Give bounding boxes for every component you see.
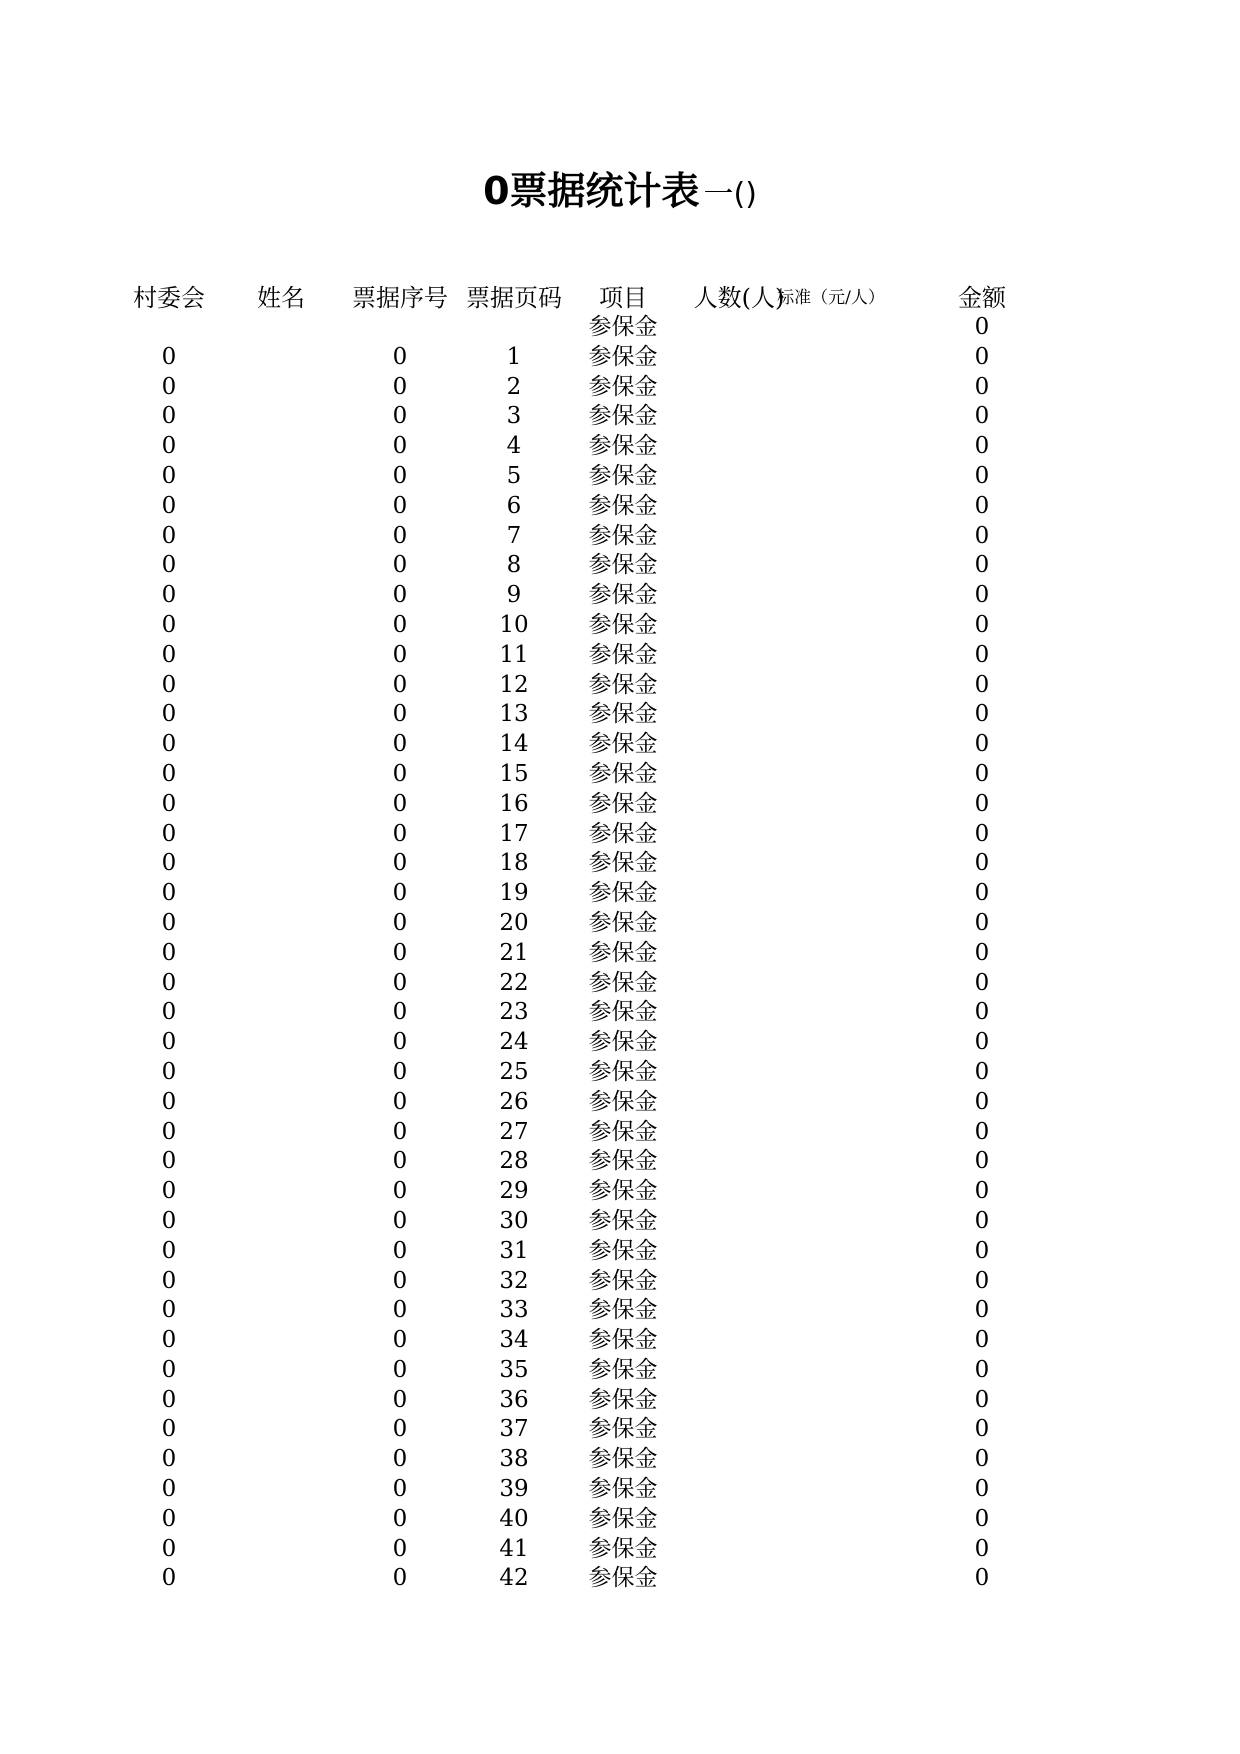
cell-seq: 0	[392, 552, 408, 579]
cell-seq: 0	[392, 909, 408, 936]
table-row	[0, 820, 1240, 850]
cell-village: 0	[161, 1088, 177, 1115]
cell-item: 参保金	[588, 1535, 658, 1562]
table-row	[0, 1535, 1240, 1565]
cell-seq: 0	[392, 343, 408, 370]
table-row	[0, 760, 1240, 790]
cell-item: 参保金	[588, 1327, 658, 1354]
cell-seq: 0	[392, 731, 408, 758]
table-row	[0, 1028, 1240, 1058]
table-row	[0, 641, 1240, 671]
cell-village: 0	[161, 880, 177, 907]
header-name: 姓名	[257, 284, 305, 312]
table-row	[0, 939, 1240, 969]
cell-amount: 0	[974, 1029, 990, 1056]
cell-page: 13	[499, 701, 529, 728]
cell-amount: 0	[974, 641, 990, 668]
table-row	[0, 373, 1240, 403]
cell-item: 参保金	[588, 1476, 658, 1503]
cell-item: 参保金	[588, 1178, 658, 1205]
cell-seq: 0	[392, 1029, 408, 1056]
cell-item: 参保金	[588, 1267, 658, 1294]
cell-amount: 0	[974, 1535, 990, 1562]
table-row	[0, 1475, 1240, 1505]
cell-amount: 0	[974, 1237, 990, 1264]
cell-village: 0	[161, 373, 177, 400]
table-header	[0, 280, 1240, 316]
cell-seq: 0	[392, 1386, 408, 1413]
table-row	[0, 790, 1240, 820]
cell-item: 参保金	[588, 582, 658, 609]
cell-amount: 0	[974, 343, 990, 370]
cell-item: 参保金	[588, 522, 658, 549]
cell-page: 3	[506, 403, 522, 430]
cell-seq: 0	[392, 1476, 408, 1503]
cell-amount: 0	[974, 1386, 990, 1413]
cell-village: 0	[161, 790, 177, 817]
cell-amount: 0	[974, 1058, 990, 1085]
cell-seq: 0	[392, 1178, 408, 1205]
table-row	[0, 522, 1240, 552]
cell-village: 0	[161, 1476, 177, 1503]
cell-page: 16	[499, 790, 529, 817]
cell-seq: 0	[392, 492, 408, 519]
header-standard: 标准（元/人）	[777, 288, 885, 308]
table-row	[0, 969, 1240, 999]
cell-village: 0	[161, 641, 177, 668]
table-row	[0, 1058, 1240, 1088]
cell-item: 参保金	[588, 880, 658, 907]
cell-amount: 0	[974, 373, 990, 400]
cell-item: 参保金	[588, 1118, 658, 1145]
cell-item: 参保金	[588, 433, 658, 460]
table-row	[0, 879, 1240, 909]
cell-item: 参保金	[588, 1565, 658, 1592]
cell-page: 39	[499, 1476, 529, 1503]
cell-item: 参保金	[588, 1207, 658, 1234]
cell-village: 0	[161, 909, 177, 936]
cell-village: 0	[161, 611, 177, 638]
cell-item: 参保金	[588, 1446, 658, 1473]
table-row	[0, 1356, 1240, 1386]
cell-village: 0	[161, 760, 177, 787]
cell-item: 参保金	[588, 1386, 658, 1413]
cell-item: 参保金	[588, 701, 658, 728]
cell-seq: 0	[392, 820, 408, 847]
cell-village: 0	[161, 343, 177, 370]
cell-amount: 0	[974, 820, 990, 847]
table-row	[0, 551, 1240, 581]
cell-seq: 0	[392, 373, 408, 400]
cell-village: 0	[161, 1416, 177, 1443]
table-row	[0, 1445, 1240, 1475]
cell-page: 28	[499, 1148, 529, 1175]
table-row	[0, 581, 1240, 611]
cell-page: 34	[499, 1327, 529, 1354]
cell-page: 19	[499, 880, 529, 907]
cell-seq: 0	[392, 1148, 408, 1175]
table-row	[0, 1326, 1240, 1356]
cell-item: 参保金	[588, 1148, 658, 1175]
cell-seq: 0	[392, 1237, 408, 1264]
cell-amount: 0	[974, 1207, 990, 1234]
cell-seq: 0	[392, 671, 408, 698]
cell-village: 0	[161, 1386, 177, 1413]
cell-seq: 0	[392, 1535, 408, 1562]
table-row	[0, 313, 1240, 343]
cell-item: 参保金	[588, 1297, 658, 1324]
title-suffix: 一()	[703, 177, 757, 212]
cell-seq: 0	[392, 462, 408, 489]
cell-page: 41	[499, 1535, 529, 1562]
cell-page: 15	[499, 760, 529, 787]
cell-item: 参保金	[588, 1029, 658, 1056]
cell-seq: 0	[392, 1446, 408, 1473]
cell-village: 0	[161, 462, 177, 489]
cell-page: 4	[506, 433, 522, 460]
page-title	[0, 160, 1240, 215]
cell-village: 0	[161, 969, 177, 996]
table-body	[0, 313, 1240, 1594]
cell-page: 24	[499, 1029, 529, 1056]
cell-village: 0	[161, 1267, 177, 1294]
cell-page: 27	[499, 1118, 529, 1145]
cell-amount: 0	[974, 760, 990, 787]
cell-item: 参保金	[588, 1058, 658, 1085]
cell-seq: 0	[392, 999, 408, 1026]
cell-item: 参保金	[588, 850, 658, 877]
cell-item: 参保金	[588, 373, 658, 400]
cell-village: 0	[161, 1207, 177, 1234]
cell-page: 8	[506, 552, 522, 579]
cell-seq: 0	[392, 1088, 408, 1115]
table-row	[0, 462, 1240, 492]
cell-amount: 0	[974, 790, 990, 817]
cell-village: 0	[161, 1446, 177, 1473]
cell-item: 参保金	[588, 1237, 658, 1264]
cell-village: 0	[161, 1297, 177, 1324]
cell-village: 0	[161, 1535, 177, 1562]
cell-item: 参保金	[588, 1505, 658, 1532]
cell-amount: 0	[974, 731, 990, 758]
cell-amount: 0	[974, 999, 990, 1026]
cell-village: 0	[161, 850, 177, 877]
cell-item: 参保金	[588, 1088, 658, 1115]
cell-item: 参保金	[588, 909, 658, 936]
header-item: 项目	[599, 284, 647, 312]
cell-village: 0	[161, 1237, 177, 1264]
cell-village: 0	[161, 1178, 177, 1205]
table-row	[0, 611, 1240, 641]
cell-seq: 0	[392, 582, 408, 609]
cell-amount: 0	[974, 462, 990, 489]
cell-page: 5	[506, 462, 522, 489]
cell-seq: 0	[392, 1327, 408, 1354]
cell-item: 参保金	[588, 611, 658, 638]
cell-village: 0	[161, 433, 177, 460]
cell-page: 20	[499, 909, 529, 936]
cell-page: 40	[499, 1505, 529, 1532]
cell-seq: 0	[392, 939, 408, 966]
cell-amount: 0	[974, 850, 990, 877]
cell-item: 参保金	[588, 641, 658, 668]
cell-village: 0	[161, 999, 177, 1026]
cell-item: 参保金	[588, 790, 658, 817]
header-village: 村委会	[133, 284, 205, 312]
cell-item: 参保金	[588, 462, 658, 489]
cell-page: 26	[499, 1088, 529, 1115]
cell-page: 33	[499, 1297, 529, 1324]
cell-village: 0	[161, 403, 177, 430]
table-row	[0, 1177, 1240, 1207]
cell-page: 14	[499, 731, 529, 758]
cell-village: 0	[161, 582, 177, 609]
cell-page: 37	[499, 1416, 529, 1443]
header-count: 人数(人)	[693, 284, 785, 312]
cell-seq: 0	[392, 850, 408, 877]
cell-amount: 0	[974, 1178, 990, 1205]
cell-page: 25	[499, 1058, 529, 1085]
cell-village: 0	[161, 671, 177, 698]
table-row	[0, 1415, 1240, 1445]
cell-item: 参保金	[588, 314, 658, 340]
cell-item: 参保金	[588, 403, 658, 430]
cell-seq: 0	[392, 880, 408, 907]
table-row	[0, 402, 1240, 432]
cell-page: 36	[499, 1386, 529, 1413]
header-page: 票据页码	[466, 284, 562, 312]
cell-page: 17	[499, 820, 529, 847]
cell-amount: 0	[974, 1118, 990, 1145]
cell-seq: 0	[392, 1058, 408, 1085]
cell-village: 0	[161, 701, 177, 728]
cell-page: 35	[499, 1356, 529, 1383]
cell-item: 参保金	[588, 969, 658, 996]
cell-page: 30	[499, 1207, 529, 1234]
cell-seq: 0	[392, 433, 408, 460]
cell-seq: 0	[392, 1118, 408, 1145]
table-row	[0, 1147, 1240, 1177]
table-row	[0, 492, 1240, 522]
cell-village: 0	[161, 552, 177, 579]
cell-item: 参保金	[588, 820, 658, 847]
cell-amount: 0	[974, 1476, 990, 1503]
cell-item: 参保金	[588, 760, 658, 787]
table-row	[0, 700, 1240, 730]
title-main: 0票据统计表	[483, 169, 700, 213]
cell-village: 0	[161, 522, 177, 549]
cell-page: 32	[499, 1267, 529, 1294]
header-seq: 票据序号	[352, 284, 448, 312]
cell-village: 0	[161, 731, 177, 758]
cell-page: 31	[499, 1237, 529, 1264]
cell-village: 0	[161, 939, 177, 966]
cell-seq: 0	[392, 1267, 408, 1294]
cell-village: 0	[161, 1029, 177, 1056]
cell-page: 38	[499, 1446, 529, 1473]
cell-amount: 0	[974, 552, 990, 579]
table-row	[0, 1088, 1240, 1118]
cell-amount: 0	[974, 1327, 990, 1354]
cell-item: 参保金	[588, 1356, 658, 1383]
cell-amount: 0	[974, 880, 990, 907]
cell-item: 参保金	[588, 939, 658, 966]
table-row	[0, 1237, 1240, 1267]
cell-seq: 0	[392, 701, 408, 728]
table-row	[0, 909, 1240, 939]
cell-page: 1	[506, 343, 522, 370]
cell-seq: 0	[392, 403, 408, 430]
cell-page: 2	[506, 373, 522, 400]
cell-page: 11	[499, 641, 529, 668]
table-row	[0, 432, 1240, 462]
cell-amount: 0	[974, 671, 990, 698]
cell-item: 参保金	[588, 1416, 658, 1443]
cell-amount: 0	[974, 492, 990, 519]
cell-village: 0	[161, 1327, 177, 1354]
table-row	[0, 1296, 1240, 1326]
cell-page: 21	[499, 939, 529, 966]
cell-amount: 0	[974, 433, 990, 460]
cell-seq: 0	[392, 1565, 408, 1592]
cell-page: 29	[499, 1178, 529, 1205]
cell-seq: 0	[392, 641, 408, 668]
cell-seq: 0	[392, 1505, 408, 1532]
cell-page: 9	[506, 582, 522, 609]
cell-page: 7	[506, 522, 522, 549]
cell-amount: 0	[974, 1267, 990, 1294]
cell-seq: 0	[392, 790, 408, 817]
cell-amount: 0	[974, 1505, 990, 1532]
cell-page: 22	[499, 969, 529, 996]
cell-village: 0	[161, 1356, 177, 1383]
table-row	[0, 1207, 1240, 1237]
cell-page: 42	[499, 1565, 529, 1592]
cell-item: 参保金	[588, 999, 658, 1026]
cell-item: 参保金	[588, 671, 658, 698]
cell-seq: 0	[392, 1416, 408, 1443]
cell-item: 参保金	[588, 492, 658, 519]
cell-amount: 0	[974, 909, 990, 936]
cell-amount: 0	[974, 1416, 990, 1443]
cell-amount: 0	[974, 582, 990, 609]
cell-village: 0	[161, 820, 177, 847]
cell-village: 0	[161, 1565, 177, 1592]
cell-page: 12	[499, 671, 529, 698]
table-row	[0, 671, 1240, 701]
table-row	[0, 1505, 1240, 1535]
cell-village: 0	[161, 492, 177, 519]
cell-amount: 0	[974, 701, 990, 728]
table-row	[0, 1118, 1240, 1148]
cell-amount: 0	[974, 1356, 990, 1383]
cell-page: 10	[499, 611, 529, 638]
cell-item: 参保金	[588, 552, 658, 579]
cell-amount: 0	[974, 314, 990, 340]
cell-seq: 0	[392, 1356, 408, 1383]
table-row	[0, 849, 1240, 879]
table-row	[0, 998, 1240, 1028]
cell-amount: 0	[974, 611, 990, 638]
cell-seq: 0	[392, 969, 408, 996]
cell-amount: 0	[974, 969, 990, 996]
cell-item: 参保金	[588, 343, 658, 370]
cell-amount: 0	[974, 939, 990, 966]
cell-seq: 0	[392, 611, 408, 638]
cell-amount: 0	[974, 1297, 990, 1324]
cell-page: 6	[506, 492, 522, 519]
table-row	[0, 1386, 1240, 1416]
table-row	[0, 1267, 1240, 1297]
table-row	[0, 343, 1240, 373]
cell-amount: 0	[974, 403, 990, 430]
cell-seq: 0	[392, 1207, 408, 1234]
cell-village: 0	[161, 1505, 177, 1532]
cell-page: 18	[499, 850, 529, 877]
cell-seq: 0	[392, 760, 408, 787]
cell-village: 0	[161, 1148, 177, 1175]
table-row	[0, 1564, 1240, 1594]
header-amount: 金额	[958, 284, 1006, 312]
cell-amount: 0	[974, 1088, 990, 1115]
cell-village: 0	[161, 1118, 177, 1145]
cell-page: 23	[499, 999, 529, 1026]
cell-amount: 0	[974, 1446, 990, 1473]
cell-seq: 0	[392, 522, 408, 549]
cell-village: 0	[161, 1058, 177, 1085]
table-row	[0, 730, 1240, 760]
cell-seq: 0	[392, 1297, 408, 1324]
cell-amount: 0	[974, 522, 990, 549]
cell-amount: 0	[974, 1148, 990, 1175]
cell-item: 参保金	[588, 731, 658, 758]
cell-amount: 0	[974, 1565, 990, 1592]
